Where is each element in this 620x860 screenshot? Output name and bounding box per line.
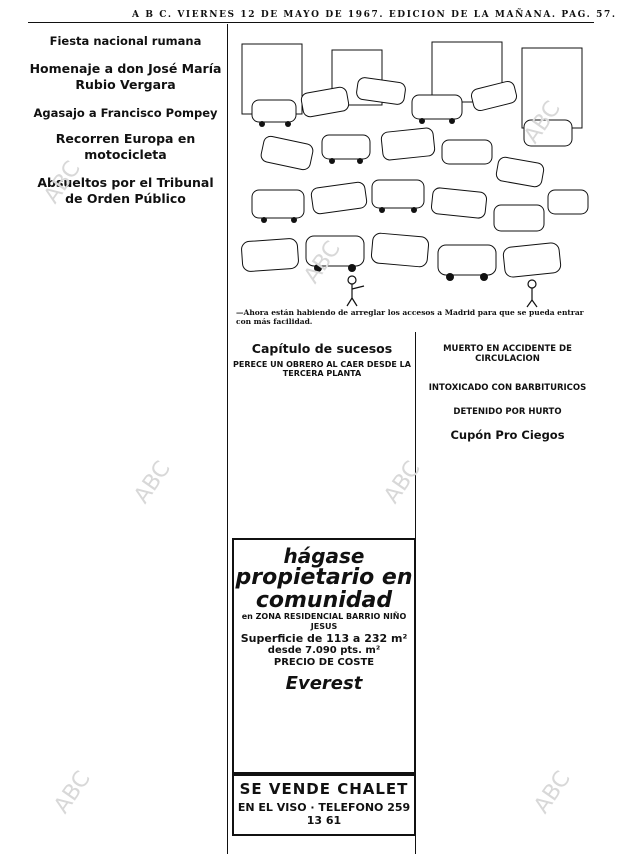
ad-chalet-headline: SE VENDE CHALET xyxy=(239,780,409,798)
ad-headline: propietario en comunidad xyxy=(235,565,413,614)
article-paragraph xyxy=(232,333,412,335)
cartoon-caption: —Ahora están habiendo de arreglar los accesos a Madrid para que se pueda entrar con más facilidad. xyxy=(236,308,584,326)
article-paragraph xyxy=(28,26,223,28)
left-column xyxy=(28,26,223,212)
ad-price-note: PRECIO DE COSTE xyxy=(273,657,375,669)
masthead-rule xyxy=(28,22,594,23)
column-divider xyxy=(227,24,228,854)
masthead: A B C. VIERNES 12 DE MAYO DE 1967. EDICION DE LA MAÑANA. PAG. 57. xyxy=(132,10,617,20)
ad-headline: hágase xyxy=(283,544,365,568)
article-paragraph xyxy=(420,445,595,447)
article-heading: Fiesta nacional rumana xyxy=(49,34,202,48)
article-paragraph xyxy=(28,210,223,212)
watermark: ABC xyxy=(519,96,566,149)
traffic-cartoon xyxy=(232,40,594,308)
ad-brand-logo: Everest xyxy=(285,673,363,695)
watermark: ABC xyxy=(39,156,86,209)
ad-chalet-phone: EN EL VISO · TELEFONO 259 13 61 xyxy=(237,801,411,827)
article-paragraph xyxy=(232,388,412,390)
story-heading: PERECE UN OBRERO AL CAER DESDE LA TERCERA PLANTA xyxy=(233,359,411,379)
section-heading: INTOXICADO CON BARBITURICOS xyxy=(428,383,587,394)
ad-price: desde 7.090 pts. m² xyxy=(267,645,381,657)
article-heading: Homenaje a don José María Rubio Vergara xyxy=(29,61,222,92)
section-heading: MUERTO EN ACCIDENTE DE CIRCULACION xyxy=(443,344,572,365)
section-heading: Capítulo de sucesos xyxy=(251,341,393,356)
property-advertisement xyxy=(232,538,416,774)
article-heading: Agasajo a Francisco Pompey xyxy=(33,105,218,120)
ad-location: en ZONA RESIDENCIAL BARRIO NIÑO JESUS xyxy=(241,612,407,632)
chalet-advertisement xyxy=(232,774,416,836)
watermark: ABC xyxy=(129,456,176,509)
ad-surface: Superficie de 113 a 232 m² xyxy=(240,632,408,646)
article-paragraph xyxy=(420,334,595,336)
article-paragraph xyxy=(28,167,223,169)
watermark: ABC xyxy=(49,766,96,819)
section-heading: Cupón Pro Ciegos xyxy=(450,427,565,442)
section-heading: DETENIDO POR HURTO xyxy=(453,406,562,417)
article-paragraph xyxy=(420,397,595,399)
article-paragraph xyxy=(420,420,595,422)
watermark: ABC xyxy=(379,456,426,509)
article-paragraph xyxy=(28,123,223,125)
article-paragraph xyxy=(420,373,595,375)
article-heading: Recorren Europa en motocicleta xyxy=(55,131,196,162)
watermark: ABC xyxy=(529,766,576,819)
article-heading: Absueltos por el Tribunal de Orden Público xyxy=(37,175,214,206)
right-column xyxy=(420,332,595,447)
watermark: ABC xyxy=(299,236,346,289)
middle-column xyxy=(232,333,412,390)
article-paragraph xyxy=(28,53,223,55)
article-paragraph xyxy=(28,98,223,100)
